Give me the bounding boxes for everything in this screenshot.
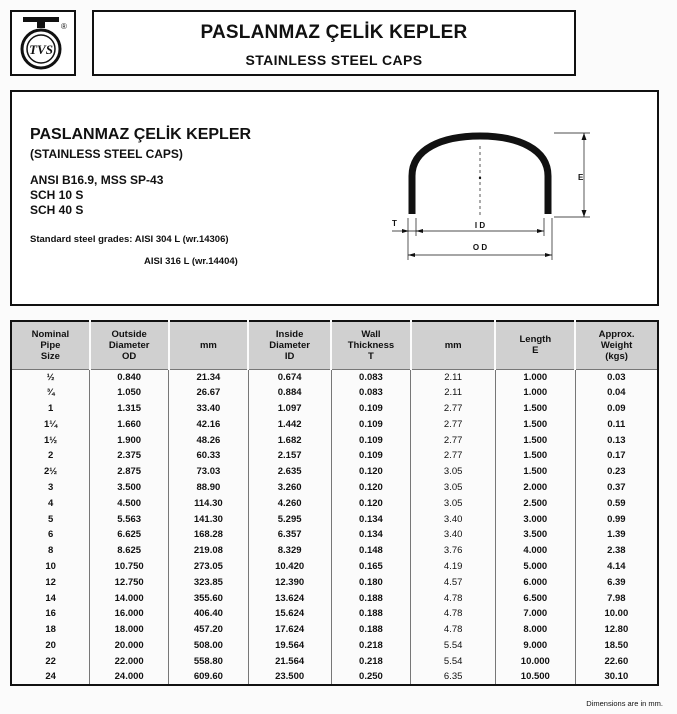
table-row: [11, 527, 658, 543]
table-cell: 114.30: [169, 495, 249, 511]
table-cell: 0.03: [575, 369, 658, 385]
table-cell: 141.30: [169, 511, 249, 527]
dimensions-footnote: Dimensions are in mm.: [586, 699, 663, 708]
table-cell: 2.375: [90, 448, 169, 464]
product-title: PASLANMAZ ÇELİK KEPLER: [30, 126, 252, 143]
table-cell: 4.78: [411, 622, 496, 638]
table-cell: 406.40: [169, 606, 249, 622]
table-cell: 323.85: [169, 574, 249, 590]
table-cell: 0.188: [331, 606, 411, 622]
table-cell: 3.500: [495, 527, 575, 543]
table-row: [11, 559, 658, 575]
table-cell: 1.000: [495, 369, 575, 385]
product-subtitle: (STAINLESS STEEL CAPS): [30, 147, 183, 161]
table-row: [11, 369, 658, 385]
standards-list: [30, 173, 163, 218]
table-cell: 1: [11, 401, 90, 417]
table-cell: 0.23: [575, 464, 658, 480]
table-cell: 8.625: [90, 543, 169, 559]
header-weight: Approx. Weight (kgs): [575, 321, 658, 369]
table-cell: 5: [11, 511, 90, 527]
table-cell: 6.357: [248, 527, 331, 543]
table-cell: 0.083: [331, 385, 411, 401]
table-cell: 1.660: [90, 416, 169, 432]
table-cell: 6.625: [90, 527, 169, 543]
table-cell: ½: [11, 369, 90, 385]
table-cell: 273.05: [169, 559, 249, 575]
table-cell: 0.218: [331, 653, 411, 669]
table-cell: 4.14: [575, 559, 658, 575]
table-cell: 3: [11, 480, 90, 496]
header-od-mm: mm: [169, 321, 249, 369]
table-cell: 1.000: [495, 385, 575, 401]
table-cell: 3.260: [248, 480, 331, 496]
table-cell: 0.120: [331, 495, 411, 511]
cap-dimension-diagram: [382, 124, 612, 274]
table-cell: 1.097: [248, 401, 331, 417]
page-header: [92, 10, 576, 76]
table-cell: 6: [11, 527, 90, 543]
table-cell: 1.39: [575, 527, 658, 543]
header-inside-diameter: Inside Diameter ID: [248, 321, 331, 369]
table-cell: 5.000: [495, 559, 575, 575]
table-cell: 609.60: [169, 669, 249, 685]
table-cell: 24: [11, 669, 90, 685]
table-cell: 8.000: [495, 622, 575, 638]
table-cell: 0.59: [575, 495, 658, 511]
table-row: [11, 653, 658, 669]
table-cell: 1.050: [90, 385, 169, 401]
table-cell: 0.11: [575, 416, 658, 432]
table-cell: 30.10: [575, 669, 658, 685]
table-cell: 0.109: [331, 401, 411, 417]
table-cell: 14: [11, 590, 90, 606]
table-cell: 0.134: [331, 511, 411, 527]
table-cell: 3.05: [411, 464, 496, 480]
table-row: [11, 543, 658, 559]
table-cell: 1.500: [495, 401, 575, 417]
table-cell: 2.000: [495, 480, 575, 496]
table-cell: 10.750: [90, 559, 169, 575]
label-id: I D: [474, 221, 486, 230]
table-cell: 12: [11, 574, 90, 590]
table-cell: 355.60: [169, 590, 249, 606]
table-row: [11, 464, 658, 480]
table-cell: 23.500: [248, 669, 331, 685]
table-cell: 1.315: [90, 401, 169, 417]
table-cell: 10: [11, 559, 90, 575]
table-row: [11, 574, 658, 590]
table-cell: 8: [11, 543, 90, 559]
table-cell: 1¼: [11, 416, 90, 432]
table-cell: 1.682: [248, 432, 331, 448]
table-cell: 18.000: [90, 622, 169, 638]
table-cell: 0.840: [90, 369, 169, 385]
table-row: [11, 669, 658, 685]
logo-text: TVS: [29, 42, 53, 57]
table-cell: 0.134: [331, 527, 411, 543]
table-cell: 21.34: [169, 369, 249, 385]
table-cell: 1.900: [90, 432, 169, 448]
table-row: [11, 416, 658, 432]
table-cell: 508.00: [169, 638, 249, 654]
registered-mark: ®: [61, 22, 67, 31]
table-cell: 24.000: [90, 669, 169, 685]
product-info-panel: [10, 90, 659, 306]
table-cell: 73.03: [169, 464, 249, 480]
table-cell: 2.77: [411, 448, 496, 464]
table-cell: 15.624: [248, 606, 331, 622]
table-cell: 2.11: [411, 385, 496, 401]
standard-item: ANSI B16.9, MSS SP-43: [30, 173, 164, 187]
header-wall-thickness: Wall Thickness T: [331, 321, 411, 369]
table-cell: 18.50: [575, 638, 658, 654]
page-title: PASLANMAZ ÇELİK KEPLER: [200, 22, 468, 43]
table-row: [11, 448, 658, 464]
table-cell: 4: [11, 495, 90, 511]
table-cell: 0.17: [575, 448, 658, 464]
table-cell: 0.120: [331, 464, 411, 480]
table-row: [11, 495, 658, 511]
table-cell: 0.148: [331, 543, 411, 559]
table-cell: 0.04: [575, 385, 658, 401]
table-cell: 0.180: [331, 574, 411, 590]
table-cell: 168.28: [169, 527, 249, 543]
table-cell: 0.109: [331, 448, 411, 464]
table-cell: 2½: [11, 464, 90, 480]
table-cell: 12.80: [575, 622, 658, 638]
table-cell: 5.563: [90, 511, 169, 527]
table-cell: 0.188: [331, 590, 411, 606]
standard-item: SCH 10 S: [30, 188, 84, 202]
table-cell: 21.564: [248, 653, 331, 669]
table-row: [11, 401, 658, 417]
logo-emblem-icon: [17, 15, 71, 73]
table-cell: 457.20: [169, 622, 249, 638]
table-cell: 16.000: [90, 606, 169, 622]
table-cell: 0.120: [331, 480, 411, 496]
table-cell: 1.500: [495, 448, 575, 464]
page-subtitle: STAINLESS STEEL CAPS: [245, 52, 423, 68]
table-cell: 19.564: [248, 638, 331, 654]
table-cell: 219.08: [169, 543, 249, 559]
table-cell: 22.000: [90, 653, 169, 669]
table-cell: 4.78: [411, 606, 496, 622]
table-row: [11, 638, 658, 654]
table-cell: 10.000: [495, 653, 575, 669]
standard-item: SCH 40 S: [30, 203, 84, 217]
table-cell: 4.78: [411, 590, 496, 606]
steel-grade-316: AISI 316 L (wr.14404): [144, 256, 238, 267]
table-cell: 4.19: [411, 559, 496, 575]
table-body: [11, 369, 658, 685]
table-row: [11, 606, 658, 622]
table-cell: 22: [11, 653, 90, 669]
table-cell: 0.37: [575, 480, 658, 496]
table-row: [11, 480, 658, 496]
table-cell: 0.188: [331, 622, 411, 638]
table-cell: 0.109: [331, 432, 411, 448]
table-row: [11, 590, 658, 606]
table-row: [11, 511, 658, 527]
header-outside-diameter: Outside Diameter OD: [90, 321, 169, 369]
header-length: Length E: [495, 321, 575, 369]
table-cell: 6.35: [411, 669, 496, 685]
steel-grade-304: Standard steel grades: AISI 304 L (wr.14306): [30, 234, 229, 245]
cap-dimensions-table: [10, 320, 659, 686]
table-cell: 2.77: [411, 432, 496, 448]
table-cell: 0.884: [248, 385, 331, 401]
table-cell: 14.000: [90, 590, 169, 606]
table-cell: 1.500: [495, 464, 575, 480]
table-cell: 2: [11, 448, 90, 464]
table-cell: 4.260: [248, 495, 331, 511]
table-cell: 2.11: [411, 369, 496, 385]
table-cell: 60.33: [169, 448, 249, 464]
table-cell: 20: [11, 638, 90, 654]
table-cell: 5.295: [248, 511, 331, 527]
table-cell: 4.000: [495, 543, 575, 559]
table-cell: 0.165: [331, 559, 411, 575]
table-cell: 1.500: [495, 416, 575, 432]
table-cell: 12.750: [90, 574, 169, 590]
table-cell: 2.38: [575, 543, 658, 559]
table-cell: 2.77: [411, 401, 496, 417]
header-nominal-size: Nominal Pipe Size: [11, 321, 90, 369]
table-cell: 0.250: [331, 669, 411, 685]
table-cell: 5.54: [411, 653, 496, 669]
header-thickness-mm: mm: [411, 321, 496, 369]
table-cell: 10.420: [248, 559, 331, 575]
table-cell: 20.000: [90, 638, 169, 654]
table-cell: 3.76: [411, 543, 496, 559]
table-cell: 3.05: [411, 480, 496, 496]
table-cell: 3.500: [90, 480, 169, 496]
table-cell: 48.26: [169, 432, 249, 448]
table-cell: 7.98: [575, 590, 658, 606]
table-cell: 42.16: [169, 416, 249, 432]
table-cell: 0.218: [331, 638, 411, 654]
table-cell: 4.57: [411, 574, 496, 590]
table-cell: 10.00: [575, 606, 658, 622]
table-cell: 1½: [11, 432, 90, 448]
table-cell: 0.09: [575, 401, 658, 417]
table-cell: 12.390: [248, 574, 331, 590]
table-cell: 2.157: [248, 448, 331, 464]
table-cell: 18: [11, 622, 90, 638]
table-cell: 2.77: [411, 416, 496, 432]
table-cell: 2.875: [90, 464, 169, 480]
label-od: O D: [472, 243, 488, 252]
table-cell: 3.05: [411, 495, 496, 511]
table-cell: 5.54: [411, 638, 496, 654]
table-cell: 6.500: [495, 590, 575, 606]
table-cell: 1.442: [248, 416, 331, 432]
table-cell: 88.90: [169, 480, 249, 496]
table-header-row: [11, 321, 658, 369]
table-cell: 26.67: [169, 385, 249, 401]
table-cell: 3.40: [411, 527, 496, 543]
table-row: [11, 432, 658, 448]
table-cell: 13.624: [248, 590, 331, 606]
table-cell: 0.13: [575, 432, 658, 448]
label-e: E: [578, 173, 584, 182]
table-cell: 10.500: [495, 669, 575, 685]
table-cell: 558.80: [169, 653, 249, 669]
table-cell: 17.624: [248, 622, 331, 638]
table-cell: 4.500: [90, 495, 169, 511]
table-cell: 0.674: [248, 369, 331, 385]
table-cell: 3.000: [495, 511, 575, 527]
table-cell: 0.083: [331, 369, 411, 385]
table-cell: 7.000: [495, 606, 575, 622]
table-cell: 22.60: [575, 653, 658, 669]
table-cell: 6.000: [495, 574, 575, 590]
table-cell: 0.99: [575, 511, 658, 527]
table-cell: ¾: [11, 385, 90, 401]
table-cell: 2.500: [495, 495, 575, 511]
table-cell: 0.109: [331, 416, 411, 432]
table-cell: 8.329: [248, 543, 331, 559]
table-cell: 2.635: [248, 464, 331, 480]
company-logo: [10, 10, 76, 76]
table-cell: 6.39: [575, 574, 658, 590]
table-row: [11, 385, 658, 401]
table-cell: 33.40: [169, 401, 249, 417]
table-cell: 9.000: [495, 638, 575, 654]
label-t: T: [392, 219, 397, 228]
table-cell: 16: [11, 606, 90, 622]
table-row: [11, 622, 658, 638]
table-cell: 1.500: [495, 432, 575, 448]
table-cell: 3.40: [411, 511, 496, 527]
